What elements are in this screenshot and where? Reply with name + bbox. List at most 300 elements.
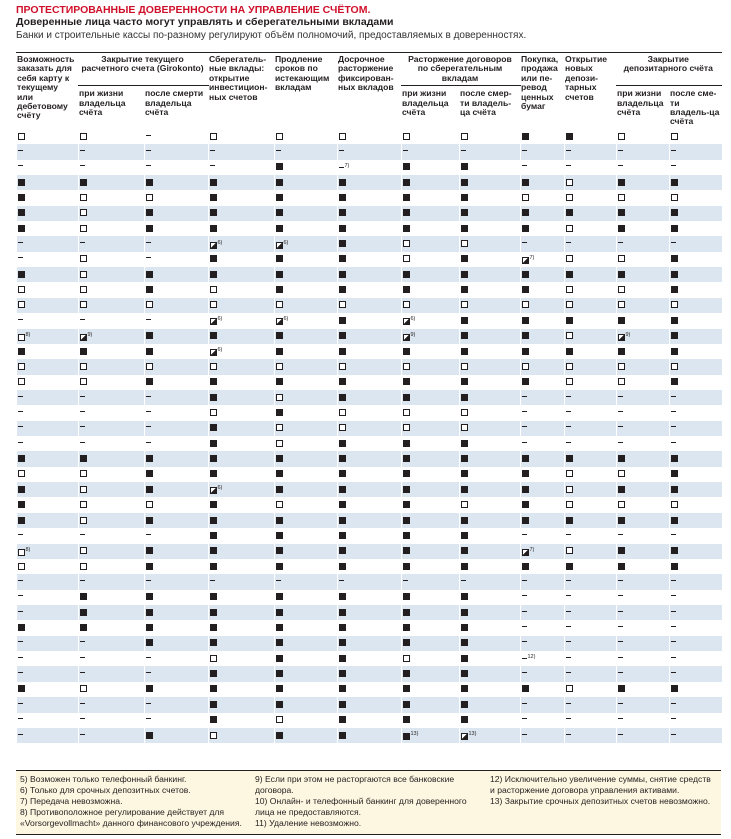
dash-mark bbox=[566, 426, 571, 427]
filled-square-icon bbox=[146, 225, 153, 232]
dash-mark bbox=[566, 595, 571, 596]
filled-square-icon bbox=[461, 685, 468, 692]
table-row bbox=[17, 544, 722, 559]
table-row bbox=[17, 605, 722, 620]
table-cell bbox=[670, 544, 722, 559]
table-cell bbox=[670, 421, 722, 436]
table-cell bbox=[275, 482, 338, 497]
filled-square-icon bbox=[210, 225, 217, 232]
table-cell bbox=[275, 713, 338, 728]
page-title: ПРОТЕСТИРОВАННЫЕ ДОВЕРЕННОСТИ НА УПРАВЛЕНИЕ СЧЁТОМ. bbox=[16, 4, 371, 16]
dash-mark bbox=[618, 396, 623, 397]
filled-square-icon bbox=[461, 255, 468, 262]
powers-table bbox=[16, 52, 722, 743]
dash-mark bbox=[146, 165, 151, 166]
filled-square-icon bbox=[210, 455, 217, 462]
table-cell bbox=[338, 451, 402, 466]
filled-square-icon bbox=[210, 685, 217, 692]
empty-square-icon bbox=[403, 301, 410, 308]
filled-square-icon bbox=[403, 716, 410, 723]
table-cell bbox=[617, 651, 670, 666]
filled-square-icon bbox=[146, 348, 153, 355]
empty-square-icon bbox=[276, 501, 283, 508]
table-cell bbox=[209, 144, 275, 159]
table-cell bbox=[460, 421, 521, 436]
table-cell bbox=[617, 313, 670, 328]
filled-square-icon bbox=[403, 394, 410, 401]
table-cell bbox=[79, 282, 145, 297]
empty-square-icon bbox=[403, 363, 410, 370]
table-cell bbox=[17, 375, 79, 390]
table-cell bbox=[402, 513, 460, 528]
filled-square-icon bbox=[461, 271, 468, 278]
table-cell bbox=[79, 651, 145, 666]
table-cell bbox=[565, 298, 617, 313]
table-cell bbox=[145, 390, 209, 405]
table-cell bbox=[79, 221, 145, 236]
table-cell bbox=[521, 605, 565, 620]
table-cell bbox=[275, 313, 338, 328]
table-cell bbox=[209, 666, 275, 681]
table-cell bbox=[565, 190, 617, 205]
footnote-ref: 13) bbox=[410, 731, 419, 738]
empty-square-icon bbox=[80, 133, 87, 140]
filled-square-icon bbox=[339, 655, 346, 662]
empty-square-icon bbox=[618, 470, 625, 477]
empty-square-icon bbox=[403, 655, 410, 662]
table-row bbox=[17, 497, 722, 512]
table-cell bbox=[670, 528, 722, 543]
filled-square-icon bbox=[276, 517, 283, 524]
filled-square-icon bbox=[461, 332, 468, 339]
table-cell bbox=[460, 359, 521, 374]
table-cell bbox=[145, 236, 209, 251]
table-cell bbox=[338, 482, 402, 497]
table-cell bbox=[460, 236, 521, 251]
table-cell bbox=[209, 313, 275, 328]
filled-square-icon bbox=[80, 624, 87, 631]
table-cell bbox=[338, 528, 402, 543]
table-cell bbox=[79, 421, 145, 436]
table-cell bbox=[460, 436, 521, 451]
table-cell bbox=[79, 636, 145, 651]
footnote: 6) Только для срочных депозитных счетов. bbox=[20, 785, 191, 795]
table-row bbox=[17, 590, 722, 605]
table-row bbox=[17, 206, 722, 221]
empty-square-icon bbox=[522, 363, 529, 370]
filled-square-icon bbox=[566, 209, 573, 216]
filled-square-icon bbox=[461, 378, 468, 385]
table-cell bbox=[209, 636, 275, 651]
table-cell bbox=[521, 467, 565, 482]
table-cell bbox=[617, 666, 670, 681]
empty-square-icon bbox=[566, 547, 573, 554]
table-cell bbox=[460, 344, 521, 359]
table-cell bbox=[275, 728, 338, 743]
table-cell bbox=[617, 574, 670, 589]
footnote-ref: 8) bbox=[25, 546, 31, 553]
footnote-ref: 6) bbox=[283, 316, 289, 323]
table-cell bbox=[402, 190, 460, 205]
table-cell bbox=[275, 236, 338, 251]
table-cell bbox=[275, 329, 338, 344]
dash-mark bbox=[18, 411, 23, 412]
table-cell bbox=[670, 375, 722, 390]
table-cell bbox=[17, 313, 79, 328]
dash-mark bbox=[522, 718, 527, 719]
filled-square-icon bbox=[210, 179, 217, 186]
table-cell bbox=[670, 144, 722, 159]
table-cell bbox=[145, 528, 209, 543]
dash-mark bbox=[671, 595, 676, 596]
table-cell bbox=[670, 129, 722, 144]
dash-mark bbox=[618, 626, 623, 627]
table-cell bbox=[670, 252, 722, 267]
table-cell bbox=[670, 713, 722, 728]
dash-mark bbox=[618, 703, 623, 704]
table-cell bbox=[209, 190, 275, 205]
filled-square-icon bbox=[339, 716, 346, 723]
table-cell bbox=[670, 590, 722, 605]
table-cell bbox=[17, 682, 79, 697]
table-cell bbox=[275, 467, 338, 482]
empty-square-icon bbox=[146, 301, 153, 308]
table-cell bbox=[402, 206, 460, 221]
dash-mark bbox=[146, 257, 151, 258]
filled-square-icon bbox=[210, 670, 217, 677]
table-cell bbox=[17, 282, 79, 297]
table-cell bbox=[209, 713, 275, 728]
table-cell bbox=[145, 160, 209, 175]
filled-square-icon bbox=[522, 501, 529, 508]
dash-mark bbox=[339, 167, 344, 168]
table-cell bbox=[402, 697, 460, 712]
table-cell bbox=[209, 467, 275, 482]
table-cell bbox=[521, 421, 565, 436]
empty-square-icon bbox=[80, 271, 87, 278]
table-cell bbox=[275, 390, 338, 405]
table-cell bbox=[521, 451, 565, 466]
table-cell bbox=[402, 544, 460, 559]
empty-square-icon bbox=[146, 194, 153, 201]
table-cell bbox=[145, 728, 209, 743]
empty-square-icon bbox=[80, 501, 87, 508]
table-cell bbox=[338, 636, 402, 651]
dash-mark bbox=[522, 442, 527, 443]
table-cell bbox=[275, 451, 338, 466]
table-cell bbox=[617, 697, 670, 712]
dash-mark bbox=[461, 580, 466, 581]
table-cell bbox=[275, 405, 338, 420]
filled-square-icon bbox=[146, 732, 153, 739]
half-square-icon bbox=[210, 318, 217, 325]
table-cell bbox=[670, 620, 722, 635]
dash-mark bbox=[671, 426, 676, 427]
filled-square-icon bbox=[276, 547, 283, 554]
table-cell bbox=[617, 451, 670, 466]
filled-square-icon bbox=[339, 685, 346, 692]
dash-mark bbox=[566, 534, 571, 535]
filled-square-icon bbox=[146, 486, 153, 493]
filled-square-icon bbox=[403, 501, 410, 508]
table-cell bbox=[17, 513, 79, 528]
filled-square-icon bbox=[403, 563, 410, 570]
filled-square-icon bbox=[618, 209, 625, 216]
empty-square-icon bbox=[618, 363, 625, 370]
filled-square-icon bbox=[566, 563, 573, 570]
table-cell bbox=[145, 267, 209, 282]
table-cell bbox=[617, 497, 670, 512]
col-header-securities: Покупка, продажа или пе-ревод ценных бумаг bbox=[521, 53, 565, 129]
footnote-ref: 9) bbox=[625, 331, 631, 338]
filled-square-icon bbox=[671, 179, 678, 186]
table-cell bbox=[670, 451, 722, 466]
table-cell bbox=[460, 666, 521, 681]
dash-mark bbox=[18, 165, 23, 166]
table-row bbox=[17, 728, 722, 743]
table-cell bbox=[209, 697, 275, 712]
table-cell bbox=[338, 544, 402, 559]
filled-square-icon bbox=[276, 332, 283, 339]
filled-square-icon bbox=[210, 547, 217, 554]
filled-square-icon bbox=[146, 609, 153, 616]
footnote-ref: 7) bbox=[529, 254, 535, 261]
dash-mark bbox=[522, 703, 527, 704]
empty-square-icon bbox=[461, 363, 468, 370]
filled-square-icon bbox=[403, 486, 410, 493]
table-cell bbox=[209, 682, 275, 697]
half-square-icon bbox=[210, 349, 217, 356]
table-cell bbox=[670, 359, 722, 374]
table-cell bbox=[17, 544, 79, 559]
table-cell bbox=[338, 129, 402, 144]
dash-mark bbox=[80, 426, 85, 427]
table-cell bbox=[617, 221, 670, 236]
table-cell bbox=[617, 467, 670, 482]
empty-square-icon bbox=[566, 179, 573, 186]
col-header-savings-open: Сберегатель-ные вклады: открытие инвестицион-ных счетов bbox=[209, 53, 275, 129]
table-cell bbox=[460, 405, 521, 420]
table-row bbox=[17, 559, 722, 574]
table-cell bbox=[565, 160, 617, 175]
table-cell bbox=[617, 590, 670, 605]
table-cell bbox=[460, 206, 521, 221]
table-cell bbox=[79, 666, 145, 681]
footnote: 8) Противоположное регулирование действует для «Vorsorgevollmacht» данного финансового учреждения. bbox=[20, 807, 242, 828]
filled-square-icon bbox=[566, 348, 573, 355]
empty-square-icon bbox=[80, 547, 87, 554]
filled-square-icon bbox=[339, 348, 346, 355]
dash-mark bbox=[566, 672, 571, 673]
dash-mark bbox=[522, 658, 527, 659]
table-cell bbox=[209, 574, 275, 589]
dash-mark bbox=[671, 657, 676, 658]
filled-square-icon bbox=[618, 547, 625, 554]
empty-square-icon bbox=[566, 194, 573, 201]
table-cell bbox=[275, 252, 338, 267]
table-cell bbox=[209, 544, 275, 559]
filled-square-icon bbox=[403, 593, 410, 600]
table-cell bbox=[402, 451, 460, 466]
empty-square-icon bbox=[80, 286, 87, 293]
footnotes-col-1 bbox=[16, 771, 251, 834]
half-square-icon bbox=[80, 334, 87, 341]
dash-mark bbox=[618, 580, 623, 581]
table-cell bbox=[79, 175, 145, 190]
table-cell bbox=[521, 344, 565, 359]
dash-mark bbox=[671, 442, 676, 443]
empty-square-icon bbox=[618, 501, 625, 508]
filled-square-icon bbox=[461, 440, 468, 447]
col-header-card: Возможность заказать для себя карту к текущему или дебетовому счёту bbox=[17, 53, 79, 129]
table-row bbox=[17, 390, 722, 405]
dash-mark bbox=[671, 703, 676, 704]
dash-mark bbox=[80, 718, 85, 719]
table-cell bbox=[617, 620, 670, 635]
filled-square-icon bbox=[80, 593, 87, 600]
empty-square-icon bbox=[210, 133, 217, 140]
filled-square-icon bbox=[210, 255, 217, 262]
table-cell bbox=[275, 620, 338, 635]
filled-square-icon bbox=[522, 517, 529, 524]
dash-mark bbox=[80, 734, 85, 735]
filled-square-icon bbox=[146, 332, 153, 339]
table-cell bbox=[521, 329, 565, 344]
table-cell bbox=[617, 405, 670, 420]
empty-square-icon bbox=[276, 301, 283, 308]
table-cell bbox=[338, 282, 402, 297]
filled-square-icon bbox=[403, 517, 410, 524]
table-cell bbox=[145, 590, 209, 605]
table-cell bbox=[338, 605, 402, 620]
table-cell bbox=[275, 528, 338, 543]
table-cell bbox=[670, 482, 722, 497]
filled-square-icon bbox=[210, 271, 217, 278]
filled-square-icon bbox=[276, 563, 283, 570]
table-cell bbox=[521, 666, 565, 681]
table-cell bbox=[565, 728, 617, 743]
table-cell bbox=[670, 666, 722, 681]
filled-square-icon bbox=[461, 701, 468, 708]
filled-square-icon bbox=[276, 348, 283, 355]
table-cell bbox=[402, 590, 460, 605]
footnote-ref: 7) bbox=[344, 162, 350, 169]
table-cell bbox=[338, 713, 402, 728]
table-row bbox=[17, 405, 722, 420]
table-cell bbox=[460, 482, 521, 497]
footnote-ref: 8) bbox=[25, 331, 31, 338]
footnote: 13) Закрытие срочных депозитных счетов невозможно. bbox=[490, 796, 711, 806]
table-cell bbox=[17, 590, 79, 605]
table-cell bbox=[17, 605, 79, 620]
filled-square-icon bbox=[210, 517, 217, 524]
table-cell bbox=[565, 482, 617, 497]
table-cell bbox=[460, 160, 521, 175]
filled-square-icon bbox=[339, 563, 346, 570]
col-header-depot-open: Открытие новых депози-тарных счетов bbox=[565, 53, 617, 129]
filled-square-icon bbox=[403, 733, 410, 740]
dash-mark bbox=[18, 396, 23, 397]
table-cell bbox=[565, 528, 617, 543]
table-cell bbox=[145, 636, 209, 651]
table-cell bbox=[145, 359, 209, 374]
filled-square-icon bbox=[210, 563, 217, 570]
table-cell bbox=[79, 329, 145, 344]
dash-mark bbox=[671, 611, 676, 612]
half-square-icon bbox=[276, 242, 283, 249]
table-row bbox=[17, 359, 722, 374]
dash-mark bbox=[210, 580, 215, 581]
table-cell bbox=[617, 329, 670, 344]
filled-square-icon bbox=[339, 271, 346, 278]
table-row bbox=[17, 190, 722, 205]
table-cell bbox=[79, 160, 145, 175]
filled-square-icon bbox=[618, 348, 625, 355]
footnote: 9) Если при этом не расторгаются все банковские договора. bbox=[255, 774, 455, 795]
filled-square-icon bbox=[276, 532, 283, 539]
dash-mark bbox=[618, 718, 623, 719]
filled-square-icon bbox=[339, 317, 346, 324]
table-cell bbox=[338, 344, 402, 359]
dash-mark bbox=[671, 641, 676, 642]
empty-square-icon bbox=[18, 301, 25, 308]
filled-square-icon bbox=[276, 179, 283, 186]
table-cell bbox=[565, 713, 617, 728]
dash-mark bbox=[80, 396, 85, 397]
table-cell bbox=[565, 682, 617, 697]
table-cell bbox=[209, 282, 275, 297]
table-row bbox=[17, 421, 722, 436]
empty-square-icon bbox=[403, 424, 410, 431]
filled-square-icon bbox=[671, 517, 678, 524]
table-cell bbox=[275, 267, 338, 282]
table-row bbox=[17, 144, 722, 159]
table-cell bbox=[17, 528, 79, 543]
filled-square-icon bbox=[339, 532, 346, 539]
table-cell bbox=[402, 405, 460, 420]
table-cell bbox=[79, 497, 145, 512]
filled-square-icon bbox=[403, 348, 410, 355]
table-cell bbox=[209, 590, 275, 605]
dash-mark bbox=[80, 242, 85, 243]
table-cell bbox=[402, 482, 460, 497]
footnotes-col-3 bbox=[486, 771, 721, 834]
dash-mark bbox=[671, 734, 676, 735]
dash-mark bbox=[80, 641, 85, 642]
dash-mark bbox=[80, 319, 85, 320]
col-group-savings-termination: Расторжение договоров по сберегательным вкладам bbox=[402, 53, 521, 86]
empty-square-icon bbox=[80, 301, 87, 308]
table-cell bbox=[670, 344, 722, 359]
filled-square-icon bbox=[146, 209, 153, 216]
filled-square-icon bbox=[210, 501, 217, 508]
table-row bbox=[17, 329, 722, 344]
table-cell bbox=[79, 129, 145, 144]
empty-square-icon bbox=[339, 133, 346, 140]
table-cell bbox=[338, 651, 402, 666]
table-row bbox=[17, 697, 722, 712]
empty-square-icon bbox=[80, 486, 87, 493]
table-cell bbox=[402, 651, 460, 666]
filled-square-icon bbox=[146, 179, 153, 186]
table-cell bbox=[565, 559, 617, 574]
filled-square-icon bbox=[618, 317, 625, 324]
empty-square-icon bbox=[671, 133, 678, 140]
filled-square-icon bbox=[339, 286, 346, 293]
filled-square-icon bbox=[210, 593, 217, 600]
table-cell bbox=[521, 206, 565, 221]
table-cell bbox=[617, 298, 670, 313]
